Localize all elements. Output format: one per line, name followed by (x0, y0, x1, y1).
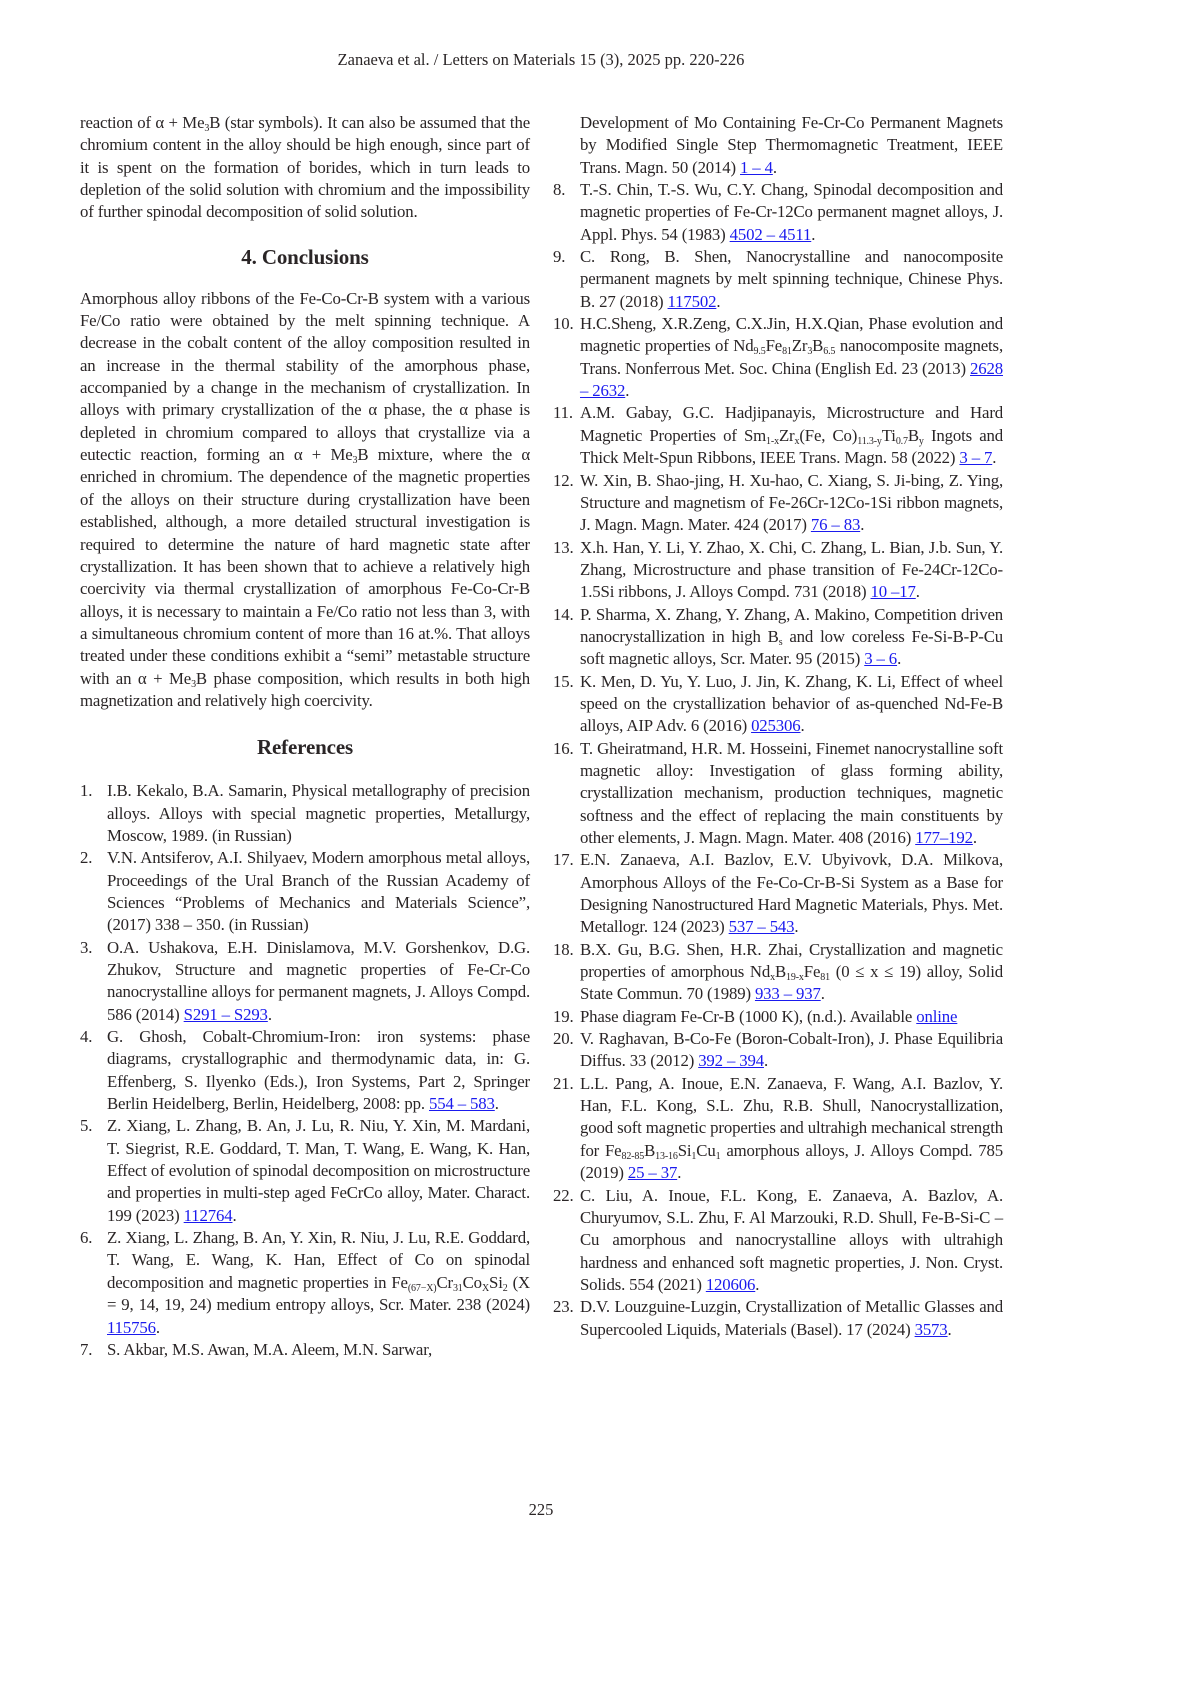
subscript: 13-16 (655, 1151, 678, 1162)
text-run: . (156, 1318, 160, 1337)
text-run: . (268, 1005, 272, 1024)
reference-number: 4. (80, 1026, 92, 1048)
reference-text (580, 403, 1003, 467)
text-run: Z. Xiang, L. Zhang, B. An, J. Lu, R. Niu, Y. Xin, M. Mardani, T. Siegrist, R.E. Goddard, T. Man, T. Wang, E. Wang, K. Han, Effect of evolution of spinodal decomposition on microstructure and properties in multi-step aged FeCrCo alloy, Mater. Charact. 199 (2023) (107, 1116, 530, 1224)
reference-item (80, 780, 530, 847)
reference-item (580, 939, 1003, 1006)
text-run: . (677, 1163, 681, 1182)
text-run: K. Men, D. Yu, Y. Luo, J. Jin, K. Zhang, K. Li, Effect of wheel speed on the crystallization behavior of as-quenched Nd-Fe-B alloys, AIP Adv. 6 (2016) (580, 672, 1003, 736)
reference-text (107, 1027, 530, 1113)
reference-link[interactable]: 10 –17 (871, 582, 916, 601)
reference-link[interactable]: 3 – 7 (959, 448, 992, 467)
reference-link[interactable]: 3 – 6 (864, 649, 897, 668)
reference-link[interactable]: 25 – 37 (628, 1163, 677, 1182)
reference-text (107, 1340, 432, 1359)
left-column (80, 112, 530, 1361)
reference-text (580, 1297, 1003, 1338)
reference-text (107, 938, 530, 1024)
subscript: 82-85 (621, 1151, 644, 1162)
right-column (580, 112, 1003, 1341)
text-run: V. Raghavan, B-Co-Fe (Boron-Cobalt-Iron), J. Phase Equilibria Diffus. 33 (2012) (580, 1029, 1003, 1070)
reference-item (580, 604, 1003, 671)
reference-text (580, 739, 1003, 847)
reference-item (580, 1185, 1003, 1297)
subscript: 3 (204, 123, 209, 134)
text-run: . (992, 448, 996, 467)
reference-link[interactable]: 120606 (706, 1275, 755, 1294)
text-run: S. Akbar, M.S. Awan, M.A. Aleem, M.N. Sarwar, (107, 1340, 432, 1359)
reference-number: 5. (80, 1115, 92, 1137)
reference-item (580, 402, 1003, 469)
references-heading: References (80, 734, 530, 760)
reference-item (580, 313, 1003, 402)
text-run: B (644, 1141, 655, 1160)
reference-link[interactable]: 3573 (915, 1320, 948, 1339)
text-run: amorphous alloys, J. Alloys Compd. 785 (2019) (580, 1141, 1003, 1182)
text-run: X.h. Han, Y. Li, Y. Zhao, X. Chi, C. Zhang, L. Bian, J.b. Sun, Y. Zhang, Microstructure and phase transition of Fe-24Cr-12Co-1.5Si ribbons, J. Alloys Compd. 731 (2018) (580, 538, 1003, 602)
subscript: 9.5 (754, 346, 766, 357)
reference-number: 6. (80, 1227, 92, 1249)
text-run: Co (463, 1273, 482, 1292)
subscript: 31 (453, 1283, 463, 1294)
reference-link[interactable]: 177–192 (915, 828, 973, 847)
reference-text (107, 1116, 530, 1224)
reference-text (580, 471, 1003, 535)
text-run: T.-S. Chin, T.-S. Wu, C.Y. Chang, Spinodal decomposition and magnetic properties of Fe-Cr-12Co permanent magnet alloys, J. Appl. Phys. 54 (1983) (580, 180, 1003, 244)
text-run: D.V. Louzguine-Luzgin, Crystallization of Metallic Glasses and Supercooled Liquids, Materials (Basel). 17 (2024) (580, 1297, 1003, 1338)
text-run: B phase composition, which results in both high magnetization and relatively high coercivity. (80, 669, 530, 710)
text-run: . (773, 158, 777, 177)
text-run: (0 ≤ x ≤ 19) alloy, Solid State Commun. 70 (1989) (580, 962, 1003, 1003)
reference-link[interactable]: 115756 (107, 1318, 156, 1337)
text-run: . (716, 292, 720, 311)
reference-number: 15. (553, 671, 574, 693)
reference-number: 19. (553, 1006, 574, 1028)
reference-number: 13. (553, 537, 574, 559)
reference-item (80, 1026, 530, 1115)
subscript: 3 (191, 679, 196, 690)
reference-item (580, 1006, 1003, 1028)
reference-item (80, 847, 530, 936)
text-run: Si (489, 1273, 503, 1292)
reference-item (80, 1115, 530, 1227)
reference-link[interactable]: 2628 – 2632 (580, 359, 1003, 400)
text-run: H.C.Sheng, X.R.Zeng, C.X.Jin, H.X.Qian, Phase evolution and magnetic properties of Nd (580, 314, 1003, 355)
reference-item (580, 738, 1003, 850)
reference-number: 23. (553, 1296, 574, 1318)
reference-link[interactable]: 1 – 4 (740, 158, 773, 177)
subscript: 19-x (786, 972, 804, 983)
text-run: B (908, 426, 919, 445)
text-run: . (495, 1094, 499, 1113)
subscript: x (794, 436, 799, 447)
reference-number: 8. (553, 179, 565, 201)
running-header: Zanaeva et al. / Letters on Materials 15 (3), 2025 pp. 220-226 (0, 50, 1082, 70)
text-run: Z. Xiang, L. Zhang, B. An, Y. Xin, R. Niu, J. Lu, R.E. Goddard, T. Wang, E. Wang, K. Han, Effect of Co on spinodal decomposition and magnetic properties in Fe (107, 1228, 530, 1292)
reference-text (107, 848, 530, 934)
reference-link[interactable]: 4502 – 4511 (730, 225, 812, 244)
text-run: W. Xin, B. Shao-jing, H. Xu-hao, C. Xiang, S. Ji-bing, Z. Ying, Structure and magnetism of Fe-26Cr-12Co-1Si ribbon magnets, J. Magn. Magn. Mater. 424 (2017) (580, 471, 1003, 535)
text-run: P. Sharma, X. Zhang, Y. Zhang, A. Makino, Competition driven nanocrystallization in high B (580, 605, 1003, 646)
text-run: . (973, 828, 977, 847)
subscript: (67−X) (408, 1283, 437, 1294)
subscript: s (779, 637, 783, 648)
subscript: 6.5 (823, 346, 835, 357)
reference-link[interactable]: 537 – 543 (729, 917, 795, 936)
text-run: A.M. Gabay, G.C. Hadjipanayis, Microstructure and Hard Magnetic Properties of Sm (580, 403, 1003, 444)
subscript: X (482, 1283, 489, 1294)
text-run: Zr (792, 336, 808, 355)
reference-link[interactable]: 025306 (751, 716, 800, 735)
text-run: Zr (779, 426, 795, 445)
text-run: I.B. Kekalo, B.A. Samarin, Physical metallography of precision alloys. Alloys with special magnetic properties, Metallurgy, Moscow, 1989. (in Russian) (107, 781, 530, 845)
text-run: Ti (882, 426, 896, 445)
reference-text (580, 314, 1003, 400)
text-run: . (860, 515, 864, 534)
reference-number: 3. (80, 937, 92, 959)
text-run: . (897, 649, 901, 668)
reference-link[interactable]: online (916, 1007, 957, 1026)
subscript: 1 (691, 1151, 696, 1162)
reference-number: 22. (553, 1185, 574, 1207)
reference-number: 7. (80, 1339, 92, 1361)
reference-number: 1. (80, 780, 92, 802)
text-run: Phase diagram Fe-Cr-B (1000 K), (n.d.). Available (580, 1007, 916, 1026)
reference-item (80, 1227, 530, 1339)
subscript: 81 (782, 346, 792, 357)
text-run: B (star symbols). It can also be assumed that the chromium content in the alloy should be high enough, since part of it is spent on the formation of borides, which in turn leads to depletion of the solid solution with chromium and the impossibility of further spinodal decomposition of solid solution. (80, 113, 530, 221)
reference-item (580, 1028, 1003, 1073)
text-run: Cu (696, 1141, 715, 1160)
text-run: Ingots and Thick Melt-Spun Ribbons, IEEE Trans. Magn. 58 (2022) (580, 426, 1003, 467)
text-run: Si (678, 1141, 692, 1160)
text-run: Fe (804, 962, 820, 981)
subscript: 0.7 (896, 436, 908, 447)
text-run: . (916, 582, 920, 601)
text-run: reaction of α + Me (80, 113, 204, 132)
text-run: L.L. Pang, A. Inoue, E.N. Zanaeva, F. Wang, A.I. Bazlov, Y. Han, F.L. Kong, S.L. Zhu, R.B. Shull, Nanocrystallization, good soft magnetic properties and ultrahigh mechanical strength for Fe (580, 1074, 1003, 1160)
reference-text (580, 1007, 957, 1026)
text-run: . (764, 1051, 768, 1070)
text-run: Development of Mo Containing Fe-Cr-Co Permanent Magnets by Modified Single Step Thermomagnetic Treatment, IEEE Trans. Magn. 50 (2014) (580, 113, 1003, 177)
reference-text (580, 850, 1003, 936)
subscript: 11.3-y (857, 436, 882, 447)
reference-text (580, 605, 1003, 669)
reference-list-left (80, 780, 530, 1361)
reference-item (580, 537, 1003, 604)
reference-link[interactable]: 112764 (184, 1206, 233, 1225)
reference-link[interactable]: 554 – 583 (429, 1094, 495, 1113)
reference-text (580, 940, 1003, 1004)
text-run: C. Liu, A. Inoue, F.L. Kong, E. Zanaeva, A. Bazlov, A. Churyumov, S.L. Zhu, F. Al Marzouki, R.D. Shull, Fe-B-Si-C – Cu amorphous and nanocrystalline alloys with ultrahigh hardness and enhanced soft magnetic properties, J. Non. Cryst. Solids. 554 (2021) (580, 1186, 1003, 1294)
reference-number: 17. (553, 849, 574, 871)
reference-number: 21. (553, 1073, 574, 1095)
reference-item (580, 849, 1003, 938)
reference-item (580, 671, 1003, 738)
text-run: B (812, 336, 823, 355)
text-run: G. Ghosh, Cobalt-Chromium-Iron: iron systems: phase diagrams, crystallographic and thermodynamic data, in: G. Effenberg, S. Ilyenko (Eds.), Iron Systems, Part 2, Springer Berlin Heidelberg, Berlin, Heidelberg, 2008: pp. (107, 1027, 530, 1113)
reference-item (580, 1296, 1003, 1341)
text-run: . (821, 984, 825, 1003)
reference-number: 18. (553, 939, 574, 961)
conclusions-paragraph (80, 288, 530, 713)
reference-number: 12. (553, 470, 574, 492)
reference-text (580, 1186, 1003, 1294)
text-run: . (625, 381, 629, 400)
reference-item (80, 1339, 530, 1361)
text-run: . (755, 1275, 759, 1294)
reference-item (580, 1073, 1003, 1185)
reference-number: 10. (553, 313, 574, 335)
text-run: E.N. Zanaeva, A.I. Bazlov, E.V. Ubyivovk, D.A. Milkova, Amorphous Alloys of the Fe-Co-Cr-B-Si System as a Base for Designing Nanostructured Hard Magnetic Materials, Phys. Met. Metallogr. 124 (2023) (580, 850, 1003, 936)
reference-text (580, 1029, 1003, 1070)
reference-text (580, 538, 1003, 602)
reference-item (580, 470, 1003, 537)
reference-link[interactable]: 117502 (668, 292, 717, 311)
text-run: . (811, 225, 815, 244)
reference-item (580, 246, 1003, 313)
subscript: y (919, 436, 924, 447)
reference-link[interactable]: 76 – 83 (811, 515, 860, 534)
text-run: Cr (436, 1273, 452, 1292)
reference-item (580, 179, 1003, 246)
reference-number: 11. (553, 402, 573, 424)
text-run: . (232, 1206, 236, 1225)
text-run: nanocomposite magnets, Trans. Nonferrous Met. Soc. China (English Ed. 23 (2013) (580, 336, 1003, 377)
subscript: 3 (807, 346, 812, 357)
page-number: 225 (0, 1500, 1082, 1520)
text-run: T. Gheiratmand, H.R. M. Hosseini, Finemet nanocrystalline soft magnetic alloy: Investigation of glass forming ability, crystallization mechanism, production techniques, magnetic softness and the effect of replacing the main constituents by other elements, J. Magn. Magn. Mater. 408 (2016) (580, 739, 1003, 847)
text-run: C. Rong, B. Shen, Nanocrystalline and nanocomposite permanent magnets by melt spinning technique, Chinese Phys. B. 27 (2018) (580, 247, 1003, 311)
subscript: 81 (820, 972, 830, 983)
text-run: . (948, 1320, 952, 1339)
reference-number: 2. (80, 847, 92, 869)
reference-text (107, 781, 530, 845)
reference-text (580, 180, 1003, 244)
text-run: V.N. Antsiferov, A.I. Shilyaev, Modern amorphous metal alloys, Proceedings of the Ural Branch of the Russian Academy of Sciences “Problems of Mechanics and Materials Science”, (2017) 338 – 350. (in Russian) (107, 848, 530, 934)
reference-link[interactable]: S291 – S293 (184, 1005, 268, 1024)
reference-text (580, 247, 1003, 311)
reference-number: 14. (553, 604, 574, 626)
text-run: O.A. Ushakova, E.H. Dinislamova, M.V. Gorshenkov, D.G. Zhukov, Structure and magnetic properties of Fe-Cr-Co nanocrystalline alloys for permanent magnets, J. Alloys Compd. 586 (2014) (107, 938, 530, 1024)
intro-paragraph (80, 112, 530, 224)
subscript: x (770, 972, 775, 983)
subscript: 2 (503, 1283, 508, 1294)
reference-number: 20. (553, 1028, 574, 1050)
text-run: . (794, 917, 798, 936)
reference-number: 16. (553, 738, 574, 760)
text-run: (X = 9, 14, 19, 24) medium entropy alloys, Scr. Mater. 238 (2024) (107, 1273, 530, 1314)
reference-text (580, 672, 1003, 736)
reference-text (580, 1074, 1003, 1182)
conclusions-heading: 4. Conclusions (80, 244, 530, 270)
text-run: Fe (766, 336, 782, 355)
text-run: Amorphous alloy ribbons of the Fe-Co-Cr-B system with a various Fe/Co ratio were obtained by the melt spinning technique. A decrease in the cobalt content of the alloy composition resulted in an increase in the thermal stability of the amorphous phase, accompanied by a change in the mechanism of crystallization. In alloys with primary crystallization of the α phase, the α phase is depleted in chromium compared to alloys that crystallize via a eutectic reaction, forming an α + Me (80, 289, 530, 464)
reference-link[interactable]: 392 – 394 (698, 1051, 764, 1070)
text-run: and low coreless Fe-Si-B-P-Cu soft magnetic alloys, Scr. Mater. 95 (2015) (580, 627, 1003, 668)
subscript: 1-x (766, 436, 779, 447)
reference-list-right (580, 112, 1003, 1341)
reference-text (580, 113, 1003, 177)
subscript: 3 (353, 455, 358, 466)
text-run: (Fe, Co) (799, 426, 857, 445)
reference-item (580, 112, 1003, 179)
reference-text (107, 1228, 530, 1336)
text-run: B.X. Gu, B.G. Shen, H.R. Zhai, Crystallization and magnetic properties of amorphous Nd (580, 940, 1003, 981)
text-run: . (801, 716, 805, 735)
text-run: B mixture, where the α enriched in chromium. The dependence of the magnetic properties of the alloys on their structure during crystallization have been established, although, a more detailed structural investigation is required to determine the nature of hard magnetic state after crystallization. It has been shown that to achieve a relatively high coercivity via thermal crystallization of amorphous Fe-Co-Cr-B alloys, it is necessary to maintain a Fe/Co ratio not less than 3, with a simultaneous chromium content of more than 16 at.%. That alloys treated under these conditions exhibit a “semi” metastable structure with an α + Me (80, 445, 530, 687)
subscript: 1 (716, 1151, 721, 1162)
reference-item (80, 937, 530, 1026)
reference-number: 9. (553, 246, 565, 268)
text-run: B (775, 962, 786, 981)
reference-link[interactable]: 933 – 937 (755, 984, 821, 1003)
